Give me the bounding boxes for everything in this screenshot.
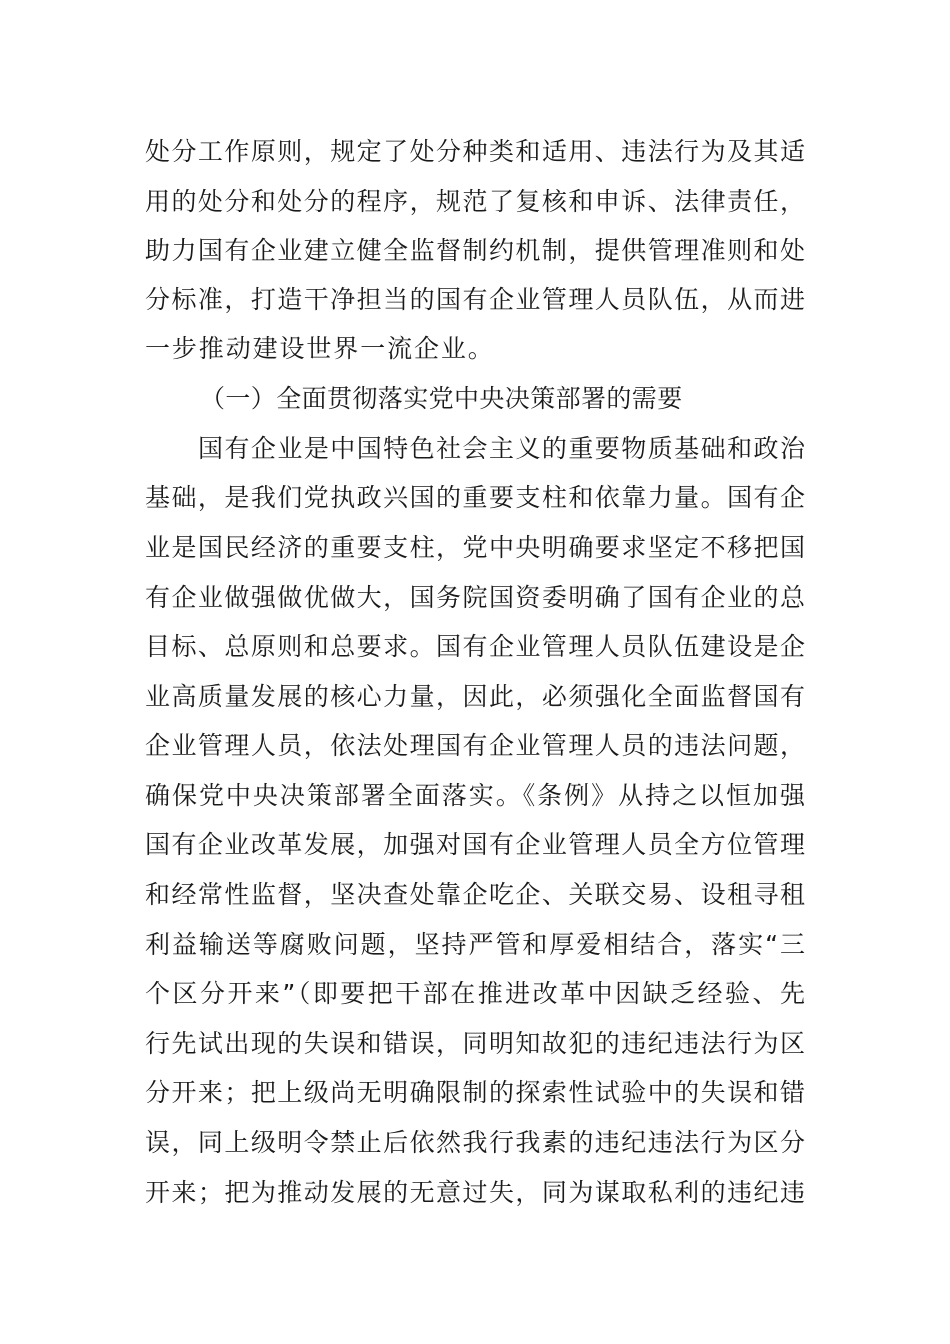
text-line: 用的处分和处分的程序，规范了复核和申诉、法律责任， <box>145 187 805 216</box>
text-line: 国有企业是中国特色社会主义的重要物质基础和政治 <box>198 434 805 463</box>
text-line: 利益输送等腐败问题，坚持严管和厚爱相结合，落实“三 <box>145 930 805 959</box>
text-line: 助力国有企业建立健全监督制约机制，提供管理准则和处 <box>145 236 805 265</box>
text-line: 误，同上级明令禁止后依然我行我素的违纪违法行为区分 <box>145 1128 805 1157</box>
text-line: 和经常性监督，坚决查处靠企吃企、关联交易、设租寻租 <box>145 880 805 909</box>
text-line: 业高质量发展的核心力量，因此，必须强化全面监督国有 <box>145 682 805 711</box>
text-line: 业是国民经济的重要支柱，党中央明确要求坚定不移把国 <box>145 533 805 562</box>
text-line: 目标、总原则和总要求。国有企业管理人员队伍建设是企 <box>145 632 805 661</box>
text-line: 开来；把为推动发展的无意过失，同为谋取私利的违纪违 <box>145 1178 805 1207</box>
section-heading: （一）全面贯彻落实党中央决策部署的需要 <box>200 384 683 413</box>
text-line: 企业管理人员，依法处理国有企业管理人员的违法问题， <box>145 731 805 760</box>
text-line: 分标准，打造干净担当的国有企业管理人员队伍，从而进 <box>145 285 805 314</box>
text-line: 分开来；把上级尚无明确限制的探索性试验中的失误和错 <box>145 1078 805 1107</box>
text-line: 处分工作原则，规定了处分种类和适用、违法行为及其适 <box>145 137 805 166</box>
text-line: 一步推动建设世界一流企业。 <box>145 334 495 363</box>
text-line: 确保党中央决策部署全面落实。《条例》从持之以恒加强 <box>145 781 805 810</box>
text-line: 国有企业改革发展，加强对国有企业管理人员全方位管理 <box>145 830 805 859</box>
text-line: 行先试出现的失误和错误，同明知故犯的违纪违法行为区 <box>145 1029 805 1058</box>
text-line: 基础，是我们党执政兴国的重要支柱和依靠力量。国有企 <box>145 483 805 512</box>
text-line: 个区分开来”（即要把干部在推进改革中因缺乏经验、先 <box>145 979 805 1008</box>
text-line: 有企业做强做优做大，国务院国资委明确了国有企业的总 <box>145 583 805 612</box>
